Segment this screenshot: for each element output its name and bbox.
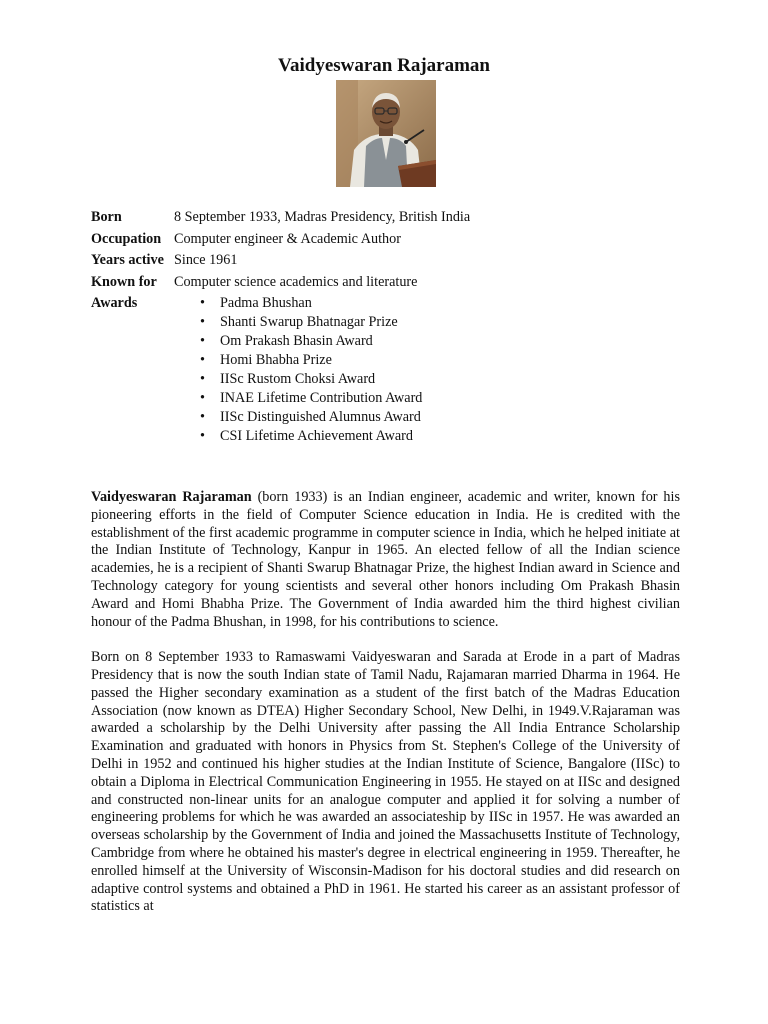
award-item: • Om Prakash Bhasin Award bbox=[174, 332, 691, 351]
infobox-row-known-for bbox=[91, 272, 691, 294]
years-active-value: Since 1961 bbox=[174, 252, 238, 269]
infobox-row-born bbox=[91, 207, 691, 229]
infobox-row-years-active bbox=[91, 250, 691, 272]
page-title: Vaidyeswaran Rajaraman bbox=[278, 55, 490, 76]
intro-paragraph bbox=[91, 489, 680, 631]
award-item: • Padma Bhushan bbox=[174, 294, 691, 313]
born-label: Born bbox=[91, 209, 122, 225]
award-item: • IISc Rustom Choksi Award bbox=[174, 370, 691, 389]
infobox-row-awards bbox=[91, 293, 691, 446]
awards-label: Awards bbox=[91, 295, 138, 312]
early-life-paragraph: Born on 8 September 1933 to Ramaswami Vaidyeswaran and Sarada at Erode in a part of Madras Presidency that is now the south Indian state of Tamil Nadu, Rajamaran married Dharma in 1964. He passed the Higher secondary examination as a student of the first batch of the Madras Education Association (now known as DTEA) Higher Secondary School, New Delhi, in 1949.V.Rajaraman was awarded a scholarship by the Delhi University after passing the All India Entrance Scholarship Examination and graduated with honors in Physics from St. Stephen's College of the University of Delhi in 1952 and continued his higher studies at the Indian Institute of Science, Bangalore (IISc) to obtain a Diploma in Electrical Communication Engineering in 1955. He stayed on at IISc and designed and constructed non-linear units for an analogue computer and applied it for solving a number of engineering problems for which he was awarded an associateship by IISc in 1957. He was awarded an overseas scholarship by the Government of India and joined the Massachusetts Institute of Technology, Cambridge from where he obtained his master's degree in electrical engineering in 1959. Thereafter, he enrolled himself at the University of Wisconsin-Madison for his doctoral studies and did research on adaptive control systems and obtained a PhD in 1961. He started his career as an assistant professor of statistics at bbox=[91, 649, 680, 915]
intro-text: (born 1933) is an Indian engineer, academic and writer, known for his pioneering efforts in the field of Computer Science education in India. He is credited with the establishment of the first academic programme in computer science in India, which he helped initiate at the Indian Institute of Technology, Kanpur in 1965. An elected fellow of all the Indian science academies, he is a recipient of Shanti Swarup Bhatnagar Prize, the highest Indian award in Science and Technology category for young scientists and several other honors including Om Prakash Bhasin Award and Homi Bhabha Prize. The Government of India awarded him the third highest civilian honour of the Padma Bhushan, in 1998, for his contributions to science. bbox=[91, 489, 680, 630]
award-item: • CSI Lifetime Achievement Award bbox=[174, 427, 691, 446]
infobox bbox=[91, 207, 691, 446]
article-body bbox=[91, 489, 680, 934]
infobox-row-occupation bbox=[91, 229, 691, 251]
occupation-value: Computer engineer & Academic Author bbox=[174, 230, 401, 247]
known-for-label: Known for bbox=[91, 273, 157, 290]
subject-name: Vaidyeswaran Rajaraman bbox=[91, 489, 252, 505]
award-item: • Shanti Swarup Bhatnagar Prize bbox=[174, 313, 691, 332]
occupation-label: Occupation bbox=[91, 230, 162, 247]
award-item: • IISc Distinguished Alumnus Award bbox=[174, 408, 691, 427]
awards-list bbox=[174, 293, 691, 446]
award-item: • Homi Bhabha Prize bbox=[174, 351, 691, 370]
portrait-illustration bbox=[336, 80, 436, 187]
known-for-value: Computer science academics and literature bbox=[174, 273, 418, 290]
portrait-photo bbox=[336, 80, 436, 187]
years-active-label: Years active bbox=[91, 252, 164, 269]
award-item: • INAE Lifetime Contribution Award bbox=[174, 389, 691, 408]
born-value: 8 September 1933, Madras Presidency, British India bbox=[174, 209, 471, 225]
